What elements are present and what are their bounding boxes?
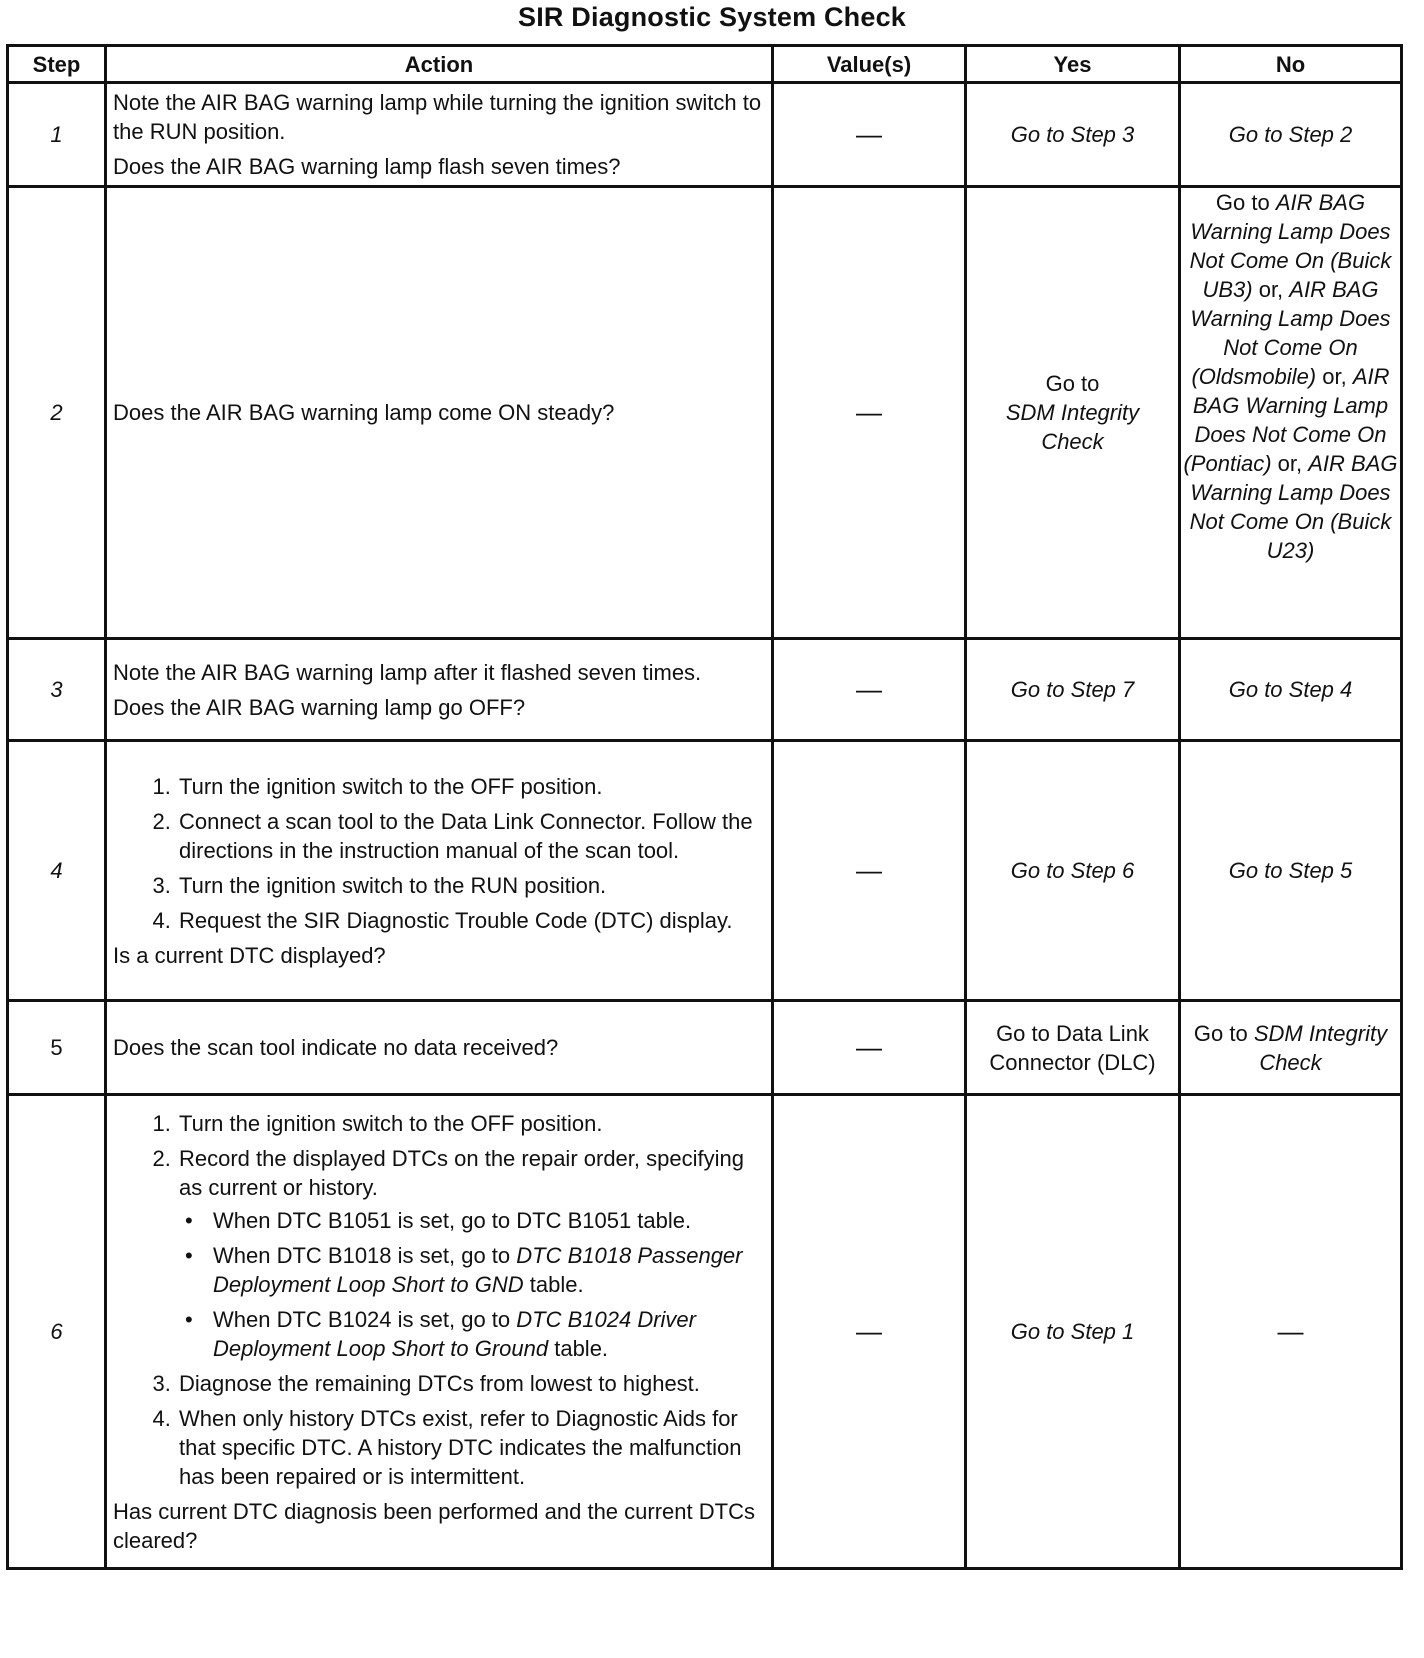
action-question: Does the AIR BAG warning lamp flash seven times? [113,154,621,179]
action-cell [106,187,773,639]
step-number: 2 [8,187,106,639]
header-step: Step [8,46,106,83]
value-cell: — [773,741,966,1001]
no-cell [1180,187,1402,639]
table-row [8,1095,1402,1569]
table-row [8,741,1402,1001]
header-no: No [1180,46,1402,83]
list-item: 1. Turn the ignition switch to the OFF position. [177,772,765,801]
yes-link[interactable]: Go to Step 6 [966,741,1180,1001]
step-number: 3 [8,639,106,741]
action-question: Does the AIR BAG warning lamp go OFF? [113,694,526,720]
no-cell: — [1180,1095,1402,1569]
value-cell: — [773,1001,966,1095]
value-cell: — [773,83,966,187]
list-item: 2. Connect a scan tool to the Data Link Connector. Follow the directions in the instruction manual of the scan tool. [177,807,765,865]
action-question: Does the scan tool indicate no data received? [113,1035,559,1060]
no-link-oldsmobile[interactable]: AIR BAG Warning Lamp Does Not Come On (Oldsmobile) [1190,277,1391,389]
table-row [8,83,1402,187]
dtc-b1018-link[interactable]: DTC B1018 Passenger Deployment Loop Short to GND [213,1242,743,1297]
value-cell: — [773,639,966,741]
action-text: Note the AIR BAG warning lamp after it flashed seven times. [113,659,702,685]
value-cell: — [773,187,966,639]
step-number: 6 [8,1095,106,1569]
list-item [177,1144,765,1363]
action-cell [106,741,773,1001]
no-link[interactable]: Go to Step 2 [1180,83,1402,187]
sub-list-item [211,1305,765,1363]
table-row [8,187,1402,639]
action-question: Does the AIR BAG warning lamp come ON steady? [113,400,615,425]
no-link-pontiac[interactable]: AIR BAG Warning Lamp Does Not Come On (Pontiac) [1183,364,1390,476]
page-title: SIR Diagnostic System Check [517,2,907,32]
diagnostic-table [6,44,1403,1570]
yes-prefix: Go to [1045,371,1100,396]
no-prefix: or, [1258,277,1284,302]
header-values: Value(s) [773,46,966,83]
no-prefix: Go to [1193,1020,1248,1046]
action-text: Note the AIR BAG warning lamp while turning the ignition switch to the RUN position. [113,90,762,144]
instruction-list [113,772,765,935]
yes-link[interactable]: SDM Integrity Check [1005,400,1140,454]
yes-link[interactable]: Go to Step 7 [966,639,1180,741]
sub-item-text: When DTC B1018 is set, go to [213,1242,511,1268]
no-link[interactable]: Go to Step 4 [1180,639,1402,741]
header-row [8,46,1402,83]
value-cell: — [773,1095,966,1569]
no-prefix: or, [1277,451,1303,476]
no-link-u23[interactable]: AIR BAG Warning Lamp Does Not Come On (Buick U23) [1189,451,1398,563]
action-cell [106,1095,773,1569]
sub-item-text: table. [529,1271,584,1297]
no-prefix: or, [1322,364,1347,389]
step-number: 4 [8,741,106,1001]
yes-link[interactable]: Go to Data Link Connector (DLC) [966,1001,1180,1095]
step-number: 1 [8,83,106,187]
table-row [8,1001,1402,1095]
action-cell [106,1001,773,1095]
step-number: 5 [8,1001,106,1095]
sub-item-text: When DTC B1024 is set, go to [213,1306,511,1332]
instruction-list [113,1109,765,1491]
action-cell [106,639,773,741]
list-item: 1. Turn the ignition switch to the OFF position. [177,1109,765,1138]
sub-list [179,1206,765,1363]
no-prefix: Go to [1215,190,1270,215]
table-row [8,639,1402,741]
list-item-text: Record the displayed DTCs on the repair order, specifying as current or history. [179,1145,744,1200]
list-item: 3. Turn the ignition switch to the RUN position. [177,871,765,900]
header-action: Action [106,46,773,83]
no-link-ub3[interactable]: AIR BAG Warning Lamp Does Not Come On (Buick UB3) [1189,190,1392,302]
action-question: Is a current DTC displayed? [113,942,386,968]
header-yes: Yes [966,46,1180,83]
no-link[interactable]: Go to Step 5 [1180,741,1402,1001]
yes-link[interactable]: Go to Step 3 [966,83,1180,187]
list-item: 4. When only history DTCs exist, refer to Diagnostic Aids for that specific DTC. A history DTC indicates the malfunction has been repaired or is intermittent. [177,1404,765,1491]
yes-link[interactable]: Go to Step 1 [966,1095,1180,1569]
dtc-b1024-link[interactable]: DTC B1024 Driver Deployment Loop Short to Ground [213,1306,696,1361]
yes-cell [966,187,1180,639]
action-question: Has current DTC diagnosis been performed and the current DTCs cleared? [113,1498,755,1553]
no-link[interactable]: SDM Integrity Check [1253,1020,1388,1075]
sub-list-item: • When DTC B1051 is set, go to DTC B1051 table. [211,1206,765,1235]
sub-item-text: table. [554,1335,609,1361]
list-item: 3. Diagnose the remaining DTCs from lowest to highest. [177,1369,765,1398]
sub-list-item [211,1241,765,1299]
action-cell [106,83,773,187]
no-cell [1180,1001,1402,1095]
list-item: 4. Request the SIR Diagnostic Trouble Code (DTC) display. [177,906,765,935]
